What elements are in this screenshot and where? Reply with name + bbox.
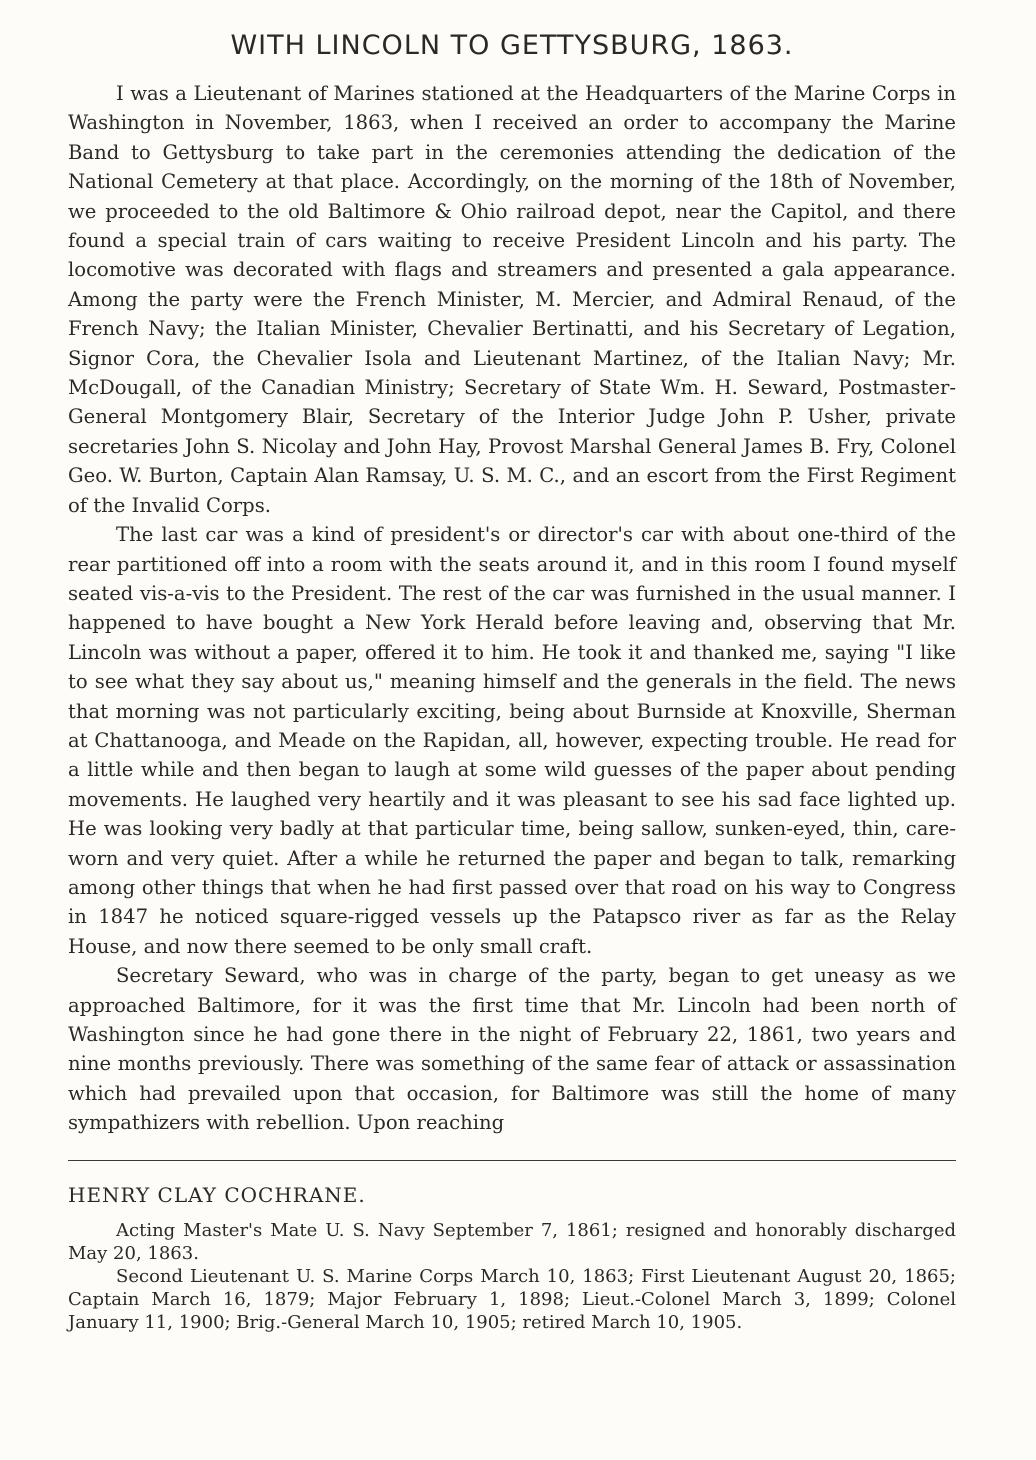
paragraph-1: I was a Lieutenant of Marines stationed at the Headquarters of the Marine Corps in Washington in November, 1863, when I received an order to accompany the Marine Band to Gettysburg to take part in the ceremonies attending the dedication of the National Cemetery at that place. Accordingly, on the morning of the 18th of November, we proceeded to the old Baltimore & Ohio railroad depot, near the Capitol, and there found a special train of cars waiting to receive President Lincoln and his party. The locomotive was decorated with flags and streamers and presented a gala appearance. Among the party were the French Minister, M. Mercier, and Admiral Renaud, of the French Navy; the Italian Minister, Chevalier Bertinatti, and his Secretary of Legation, Signor Cora, the Chevalier Isola and Lieutenant Martinez, of the Italian Navy; Mr. McDougall, of the Canadian Ministry; Secretary of State Wm. H. Seward, Postmaster-General Montgomery Blair, Secretary of the Interior Judge John P. Usher, private secretaries John S. Nicolay and John Hay, Provost Marshal General James B. Fry, Colonel Geo. W. Burton, Captain Alan Ramsay, U. S. M. C., and an escort from the First Regiment of the Invalid Corps. bbox=[68, 82, 956, 517]
service-record bbox=[68, 1219, 956, 1334]
paragraph-3: Secretary Seward, who was in charge of the party, began to get uneasy as we approached Baltimore, for it was the first time that Mr. Lincoln had been north of Washington since he had gone there in the night of February 22, 1861, two years and nine months previously. There was something of the same fear of attack or assassination which had prevailed upon that occasion, for Baltimore was still the home of many sympathizers with rebellion. Upon reaching bbox=[68, 964, 956, 1135]
service-record-navy: Acting Master's Mate U. S. Navy September 7, 1861; resigned and honorably discharged May 20, 1863. bbox=[68, 1219, 956, 1264]
paragraph-2: The last car was a kind of president's or director's car with about one-third of the rear partitioned off into a room with the seats around it, and in this room I found myself seated vis-a-vis to the President. The rest of the car was furnished in the usual manner. I happened to have bought a New York Herald before leaving and, observing that Mr. Lincoln was without a paper, offered it to him. He took it and thanked me, saying "I like to see what they say about us," meaning himself and the generals in the field. The news that morning was not particularly exciting, being about Burnside at Knoxville, Sherman at Chattanooga, and Meade on the Rapidan, all, however, expecting trouble. He read for a little while and then began to laugh at some wild guesses of the paper about pending movements. He laughed very heartily and it was pleasant to see his sad face lighted up. He was looking very badly at that particular time, being sallow, sunken-eyed, thin, care-worn and very quiet. After a while he returned the paper and began to talk, remarking among other things that when he had first passed over that road on his way to Congress in 1847 he noticed square-rigged vessels up the Patapsco river as far as the Relay House, and now there seemed to be only small craft. bbox=[68, 523, 956, 958]
document-page bbox=[68, 30, 956, 1334]
author-name: HENRY CLAY COCHRANE. bbox=[68, 1182, 366, 1207]
article-body bbox=[68, 79, 956, 1138]
footnote-divider bbox=[68, 1160, 956, 1161]
service-record-marines: Second Lieutenant U. S. Marine Corps March 10, 1863; First Lieutenant August 20, 1865; Captain March 16, 1879; Major February 1, 1898; Lieut.-Colonel March 3, 1899; Colonel January 11, 1900; Brig.-General March 10, 1905; retired March 10, 1905. bbox=[68, 1265, 956, 1333]
page-title: WITH LINCOLN TO GETTYSBURG, 1863. bbox=[230, 30, 794, 61]
